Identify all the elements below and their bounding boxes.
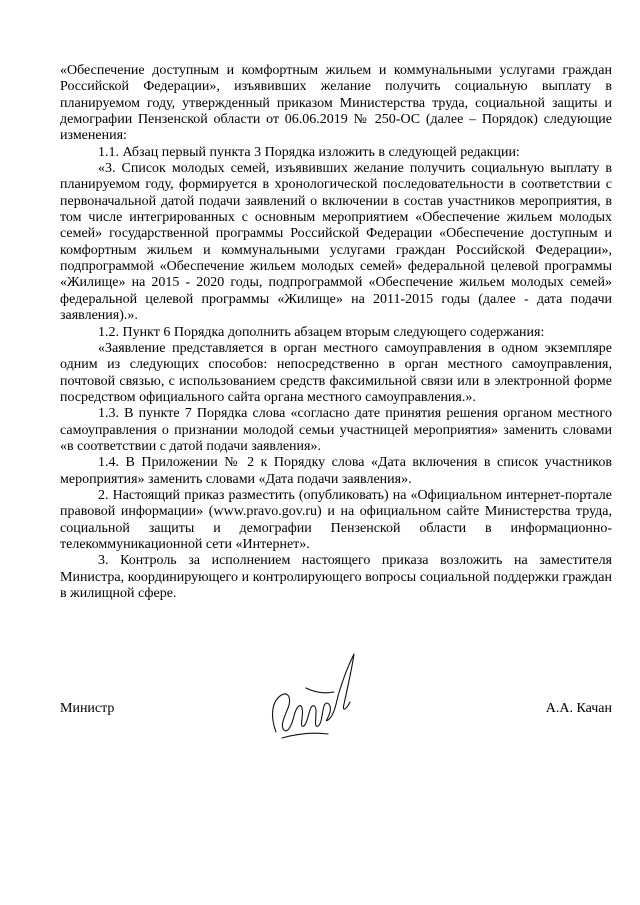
paragraph-1-3: 1.3. В пункте 7 Порядка слова «согласно дате принятия решения органом местного самоуправления о признании молодой семьи участницей мероприятия» заменить словами «в соответствии с датой подачи заявления». xyxy=(60,406,612,454)
paragraph-1-1-text: «3. Список молодых семей, изъявивших желание получить социальную выплату в планируемом году, формируется в хронологической последовательности в соответствии с первоначальной датой подачи заявлений о включении в состав участников мероприятия, в том числе интегрированных с основным мероприятием «Обеспечение жильем молодых семей» государственной программы Российской Федерации «Обеспечение доступным и комфортным жильем и коммунальными услугами граждан Российской Федерации», подпрограммой «Обеспечение жильем молодых семей» федеральной целевой программы «Жилище» на 2015 - 2020 годы, подпрограммой «Обеспечение жильем молодых семей» федеральной целевой программы «Жилище» на 2011-2015 годы (далее - дата подачи заявления).». xyxy=(60,161,612,324)
paragraph-1-1: 1.1. Абзац первый пункта 3 Порядка изложить в следующей редакции: xyxy=(98,144,520,160)
paragraph-intro-continuation: «Обеспечение доступным и комфортным жильем и коммунальными услугами граждан Российской Федерации», изъявивших желание получить социальную выплату в планируемом году, утвержденный приказом Министерства труда, социальной защиты и демографии Пензенской области от 06.06.2019 № 250-ОС (далее – Порядок) следующие изменения: xyxy=(60,63,612,144)
handwritten-signature xyxy=(262,646,372,746)
paragraph-1-2-text: «Заявление представляется в орган местного самоуправления в одном экземпляре одним из следующих способов: непосредственно в орган местного самоуправления, почтовой связью, с использованием средств факсимильной связи или в электронной форме посредством официального сайта органа местного самоуправления.». xyxy=(60,340,612,405)
paragraph-3: 3. Контроль за исполнением настоящего приказа возложить на заместителя Министра, координирующего и контролирующего вопросы социальной поддержки граждан в жилищной сфере. xyxy=(60,553,612,601)
signature-block xyxy=(60,701,612,721)
document-body xyxy=(60,63,612,602)
paragraph-2: 2. Настоящий приказ разместить (опубликовать) на «Официальном интернет-портале правовой информации» (www.pravo.gov.ru) и на официальном сайте Министерства труда, социальной защиты и демографии Пензенской области в информационно-телекоммуникационной сети «Интернет». xyxy=(60,487,612,552)
paragraph-1-4: 1.4. В Приложении № 2 к Порядку слова «Дата включения в список участников мероприятия» заменить словами «Дата подачи заявления». xyxy=(60,455,612,487)
signatory-title: Министр xyxy=(60,701,115,716)
paragraph-1-2: 1.2. Пункт 6 Порядка дополнить абзацем вторым следующего содержания: xyxy=(98,324,545,340)
signatory-name: А.А. Качан xyxy=(545,701,612,716)
